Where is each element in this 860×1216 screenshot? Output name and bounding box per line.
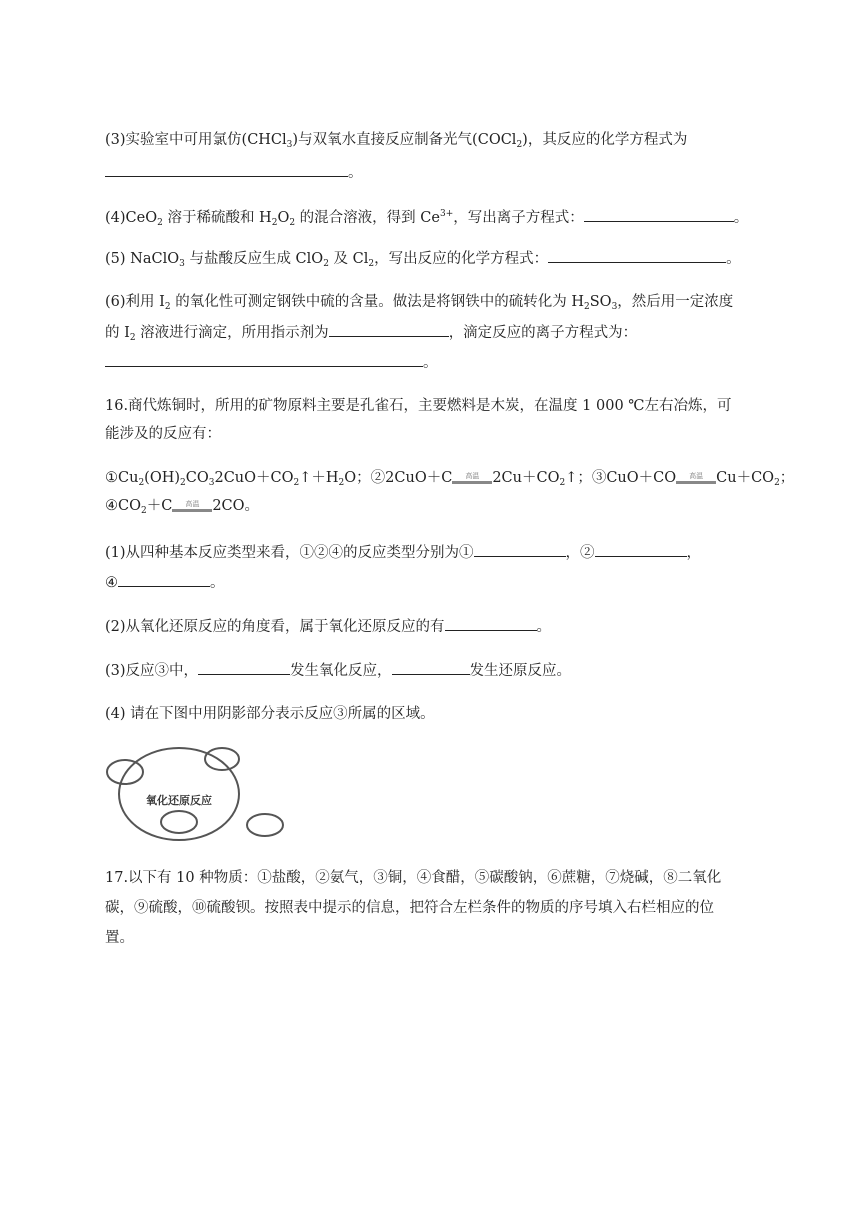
text: ↑＋H: [299, 470, 339, 486]
text: 2CuO＋CO: [214, 470, 294, 486]
condition-arrow: [676, 472, 716, 484]
q4-line: [105, 204, 748, 233]
text: ＋C: [146, 498, 173, 514]
q16-part1-line1: [105, 542, 701, 563]
text: (4)CeO: [105, 210, 158, 226]
q6-line3: [105, 352, 438, 373]
text: 及 Cl: [328, 251, 369, 267]
text: (3)实验室中可用氯仿(CHCl: [105, 132, 287, 148]
text: (2)从氧化还原反应的角度看，属于氧化还原反应的有: [105, 619, 445, 635]
q16-reactions-1: [105, 468, 794, 493]
text: 发生氧化反应，: [290, 663, 392, 679]
sub: 2: [584, 302, 590, 312]
sub: 2: [138, 478, 145, 488]
small-ellipse-top-right: [205, 748, 239, 770]
q5-line: [105, 248, 741, 274]
answer-blank[interactable]: [474, 542, 566, 557]
small-ellipse-bottom: [161, 811, 197, 833]
sub: 3: [286, 140, 293, 150]
text: O: [277, 210, 290, 226]
sub: 2: [338, 478, 345, 488]
text: 溶液进行滴定，所用指示剂为: [135, 325, 329, 341]
q16-part4: (4) 请在下图中用阴影部分表示反应③所属的区域。: [105, 706, 435, 722]
text: ，写出离子方程式：: [453, 210, 584, 226]
text: (3)反应③中，: [105, 663, 199, 679]
q16-part2: [105, 616, 551, 637]
text: 。: [536, 619, 552, 635]
text: )，其反应的化学方程式为: [522, 132, 688, 148]
q17-line1: 17.以下有 10 种物质：①盐酸，②氨气，③铜，④食醋，⑤碳酸钠，⑥蔗糖，⑦烧碱，⑧二氧化: [105, 870, 722, 886]
answer-blank[interactable]: [595, 542, 687, 557]
condition-arrow: [452, 472, 492, 484]
answer-blank[interactable]: [198, 660, 290, 675]
sub: 2: [140, 506, 147, 516]
text: SO: [589, 294, 612, 310]
sub: 2: [774, 478, 780, 488]
q16-part3: [105, 660, 571, 681]
text: ，②: [565, 545, 595, 561]
sub: 3: [611, 302, 618, 312]
text: 。: [210, 575, 225, 591]
text: ，滴定反应的离子方程式为：: [448, 325, 638, 341]
q3-line2: [105, 162, 363, 183]
answer-blank[interactable]: [105, 162, 348, 177]
sub: 2: [157, 218, 163, 228]
text: ，: [686, 545, 702, 561]
answer-blank[interactable]: [584, 207, 734, 222]
text: 发生还原反应。: [469, 663, 572, 679]
diagram-label: 氧化还原反应: [146, 794, 212, 807]
answer-blank[interactable]: [105, 352, 423, 367]
text: )与双氧水直接反应制备光气(COCl: [292, 132, 517, 148]
sub: 3: [208, 478, 215, 488]
condition-arrow: [172, 500, 212, 512]
text: (OH): [144, 470, 181, 486]
q6-line2: [105, 322, 637, 348]
sub: 3: [179, 259, 185, 269]
text: 。: [348, 165, 363, 181]
text: 2CO。: [212, 498, 260, 514]
text: (1)从四种基本反应类型来看，①②④的反应类型分别为①: [105, 545, 474, 561]
q3-line1: [105, 130, 687, 155]
answer-blank[interactable]: [329, 322, 449, 337]
text: 的 I: [105, 325, 130, 341]
sup: 3+: [439, 209, 454, 219]
sub: 2: [559, 478, 566, 488]
condition-label: 高温: [185, 500, 200, 508]
text: 的氧化性可测定钢铁中硫的含量。做法是将钢铁中的硫转化为 H: [170, 294, 584, 310]
text: (6)利用 I: [105, 294, 165, 310]
q16-reactions-2: [105, 496, 259, 521]
text: 2Cu＋CO: [492, 470, 560, 486]
text: 的混合溶液，得到 Ce: [295, 210, 440, 226]
text: 。: [733, 210, 749, 226]
text: ④: [105, 575, 118, 591]
q16-line1: 16.商代炼铜时，所用的矿物原料主要是孔雀石，主要燃料是木炭，在温度 1 000 ℃左右冶炼，可: [105, 398, 732, 414]
q16-part1-line2: [105, 572, 225, 593]
answer-blank[interactable]: [548, 248, 726, 263]
text: ④CO: [105, 498, 141, 514]
text: ↑；③CuO＋CO: [565, 470, 677, 486]
sub: 2: [271, 218, 278, 228]
text: 与盐酸反应生成 ClO: [184, 251, 324, 267]
small-ellipse-outside: [247, 814, 283, 836]
text: Cu＋CO: [716, 470, 775, 486]
q6-line1: [105, 292, 733, 317]
sub: 2: [516, 140, 523, 150]
condition-label: 高温: [689, 472, 704, 480]
sub: 2: [323, 259, 329, 269]
condition-label: 高温: [465, 472, 480, 480]
sub: 2: [164, 302, 171, 312]
text: (5) NaClO: [105, 251, 180, 267]
answer-blank[interactable]: [392, 660, 470, 675]
text: ①Cu: [105, 470, 139, 486]
text: 。: [726, 251, 741, 267]
text: O；②2CuO＋C: [344, 470, 453, 486]
text: 溶于稀硫酸和 H: [162, 210, 272, 226]
q17-line2: 碳，⑨硫酸，⑩硫酸钡。按照表中提示的信息，把符合左栏条件的物质的序号填入右栏相应的位: [105, 900, 714, 916]
sub: 2: [289, 218, 296, 228]
text: CO: [185, 470, 209, 486]
reaction-type-diagram: [102, 742, 292, 842]
text: ；: [779, 470, 795, 486]
sub: 2: [180, 478, 186, 488]
q16-line2: 能涉及的反应有：: [105, 426, 221, 442]
sub: 2: [129, 333, 136, 343]
text: 。: [423, 355, 438, 371]
q17-line3: 置。: [105, 930, 134, 946]
text: ，然后用一定浓度: [617, 294, 734, 310]
answer-blank[interactable]: [118, 572, 210, 587]
answer-blank[interactable]: [445, 616, 537, 631]
text: ，写出反应的化学方程式：: [374, 251, 549, 267]
sub: 2: [293, 478, 300, 488]
sub: 2: [368, 259, 375, 269]
